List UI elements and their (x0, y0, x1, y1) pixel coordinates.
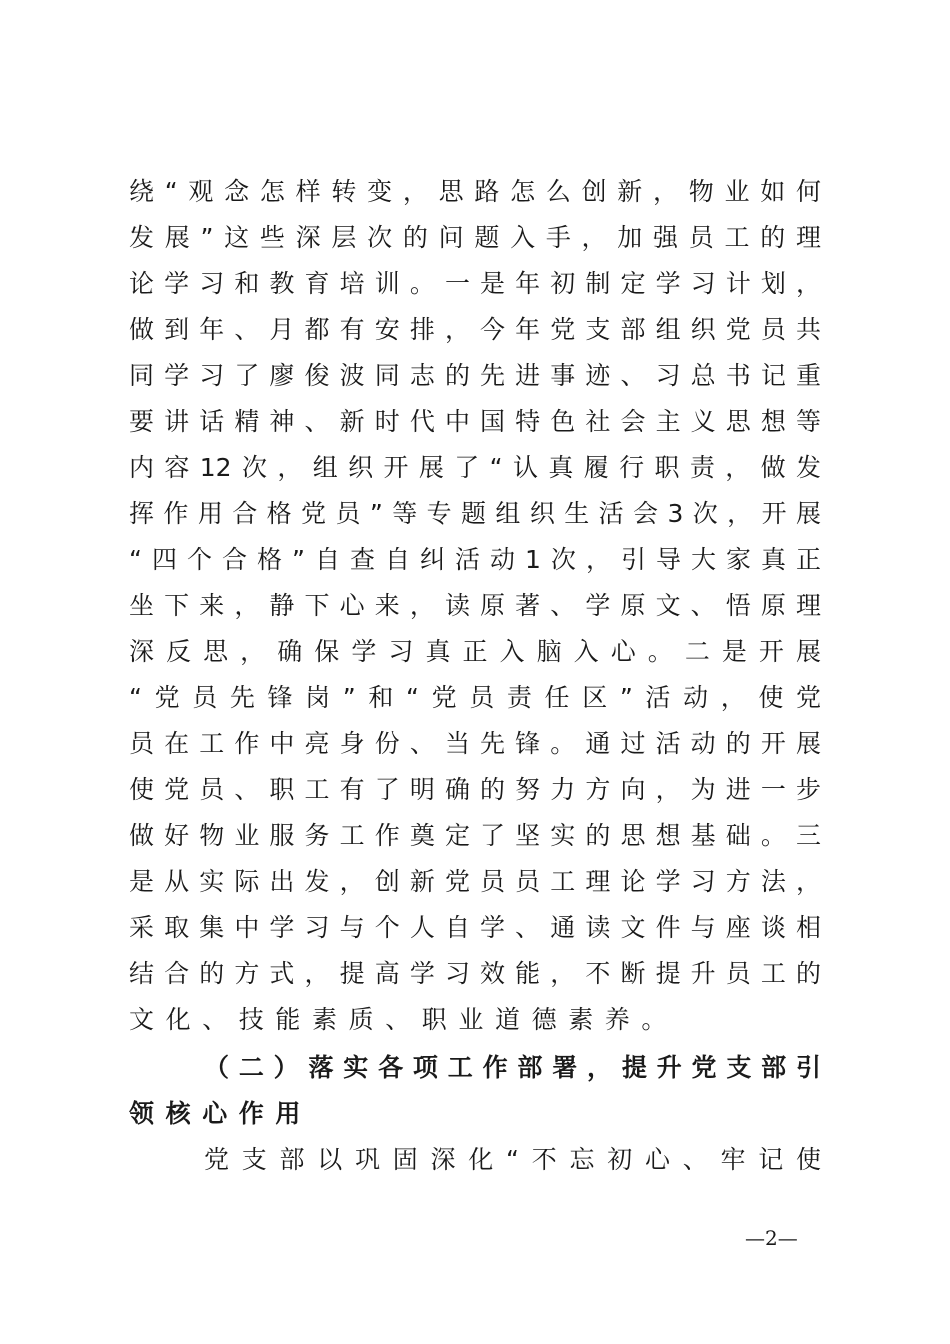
paragraph-line: 论学习和教育培训。一是年初制定学习计划， (129, 269, 821, 298)
paragraph-line: 做到年、月都有安排，今年党支部组织党员共 (129, 315, 821, 344)
paragraph-line: 员在工作中亮身份、当先锋。通过活动的开展 (129, 729, 821, 758)
heading-line: 领核心作用 (129, 1099, 313, 1128)
paragraph-line: 结合的方式，提高学习效能，不断提升员工的 (129, 959, 821, 988)
heading-line: （二）落实各项工作部署，提升党支部引 (204, 1053, 821, 1082)
section-heading (129, 1045, 821, 1137)
paragraph-line: 采取集中学习与个人自学、通读文件与座谈相 (129, 913, 821, 942)
body-paragraph (129, 1137, 821, 1183)
paragraph-line: 深反思，确保学习真正入脑入心。二是开展 (129, 637, 821, 666)
paragraph-line: 要讲话精神、新时代中国特色社会主义思想等 (129, 407, 821, 436)
paragraph-line: “四个合格”自查自纠活动1次，引导大家真正 (129, 545, 821, 574)
paragraph-line: 党支部以巩固深化“不忘初心、牢记使 (204, 1145, 821, 1174)
paragraph-line: 是从实际出发，创新党员员工理论学习方法， (129, 867, 821, 896)
paragraph-line: 文化、技能素质、职业道德素养。 (129, 1005, 679, 1034)
paragraph-line: 使党员、职工有了明确的努力方向，为进一步 (129, 775, 821, 804)
body-paragraph (129, 169, 821, 1043)
paragraph-line: 坐下来，静下心来，读原著、学原文、悟原理 (129, 591, 821, 620)
paragraph-line: 做好物业服务工作奠定了坚实的思想基础。三 (129, 821, 821, 850)
paragraph-line: 挥作用合格党员”等专题组织生活会3次，开展 (129, 499, 821, 528)
paragraph-line: 发展”这些深层次的问题入手，加强员工的理 (129, 223, 821, 252)
paragraph-line: 同学习了廖俊波同志的先进事迹、习总书记重 (129, 361, 821, 390)
paragraph-line: 内容12次，组织开展了“认真履行职责，做发 (129, 453, 821, 482)
paragraph-line: “党员先锋岗”和“党员责任区”活动，使党 (129, 683, 821, 712)
page-number: —2— (745, 1226, 798, 1250)
paragraph-line: 绕“观念怎样转变，思路怎么创新，物业如何 (129, 177, 821, 206)
